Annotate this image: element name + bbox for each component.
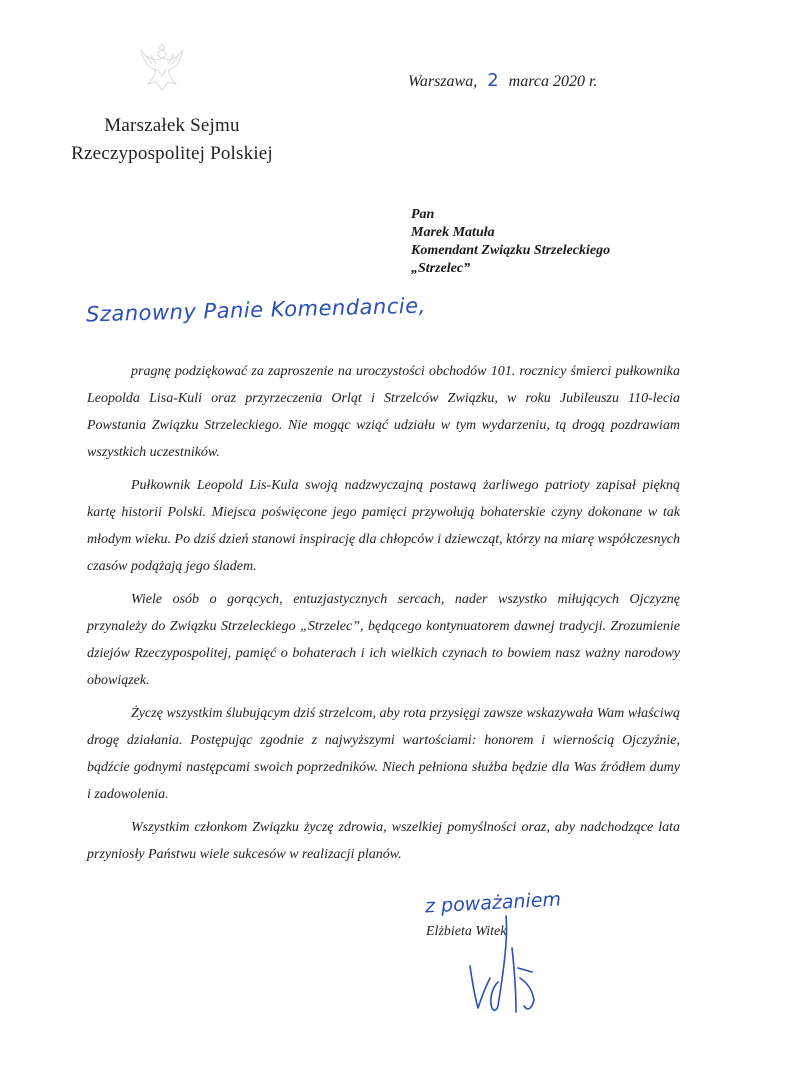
body-paragraph: Życzę wszystkim ślubującym dziś strzelcom, aby rota przysięgi zawsze wskazywała Wam właściwą drogę działania. Postępując zgodnie z najwyższymi wartościami: honorem i wiernością Ojczyźnie, bądźcie godnymi następcami swoich poprzedników. Niech pełniona służba będzie dla Was źródłem dumy i zadowolenia. <box>87 706 680 802</box>
handwritten-closing: z poważaniem <box>424 888 562 918</box>
body-paragraph: Wiele osób o gorących, entuzjastycznych sercach, nader wszystko miłujących Ojczyznę przynależy do Związku Strzeleckiego „Strzelec”, będącego kontynuatorem dawnej tradycji. Zrozumienie dziejów Rzeczypospolitej, pamięć o bohaterach i ich wielkich czynach to bowiem nasz ważny narodowy obowiązek. <box>87 592 680 688</box>
addressee-block <box>411 206 610 278</box>
handwritten-salutation: Szanowny Panie Komendancie, <box>85 293 427 327</box>
body-paragraph: pragnę podziękować za zaproszenie na uroczystości obchodów 101. rocznicy śmierci pułkownika Leopolda Lisa-Kuli oraz przyrzeczenia Orląt i Strzelców Związku, w roku Jubileuszu 110-lecia Powstania Związku Strzeleckiego. Nie mogąc wziąć udziału w tym wydarzeniu, tą drogą pozdrawiam wszystkich uczestników. <box>87 364 680 460</box>
addressee-line: „Strzelec” <box>411 261 471 276</box>
body-paragraph: Wszystkim członkom Związku życzę zdrowia, wszelkiej pomyślności oraz, aby nadchodzące lata przyniosły Państwu wiele sukcesów w realizacji planów. <box>87 820 680 862</box>
letter-body <box>87 358 680 874</box>
signer-name: Elżbieta Witek <box>426 924 507 939</box>
date-day-handwritten: 2 <box>487 70 499 91</box>
office-title-line1: Marszałek Sejmu <box>104 115 240 136</box>
date-rest: marca 2020 r. <box>508 73 598 90</box>
addressee-line: Marek Matuła <box>411 225 495 240</box>
date-place: Warszawa, <box>408 73 478 90</box>
addressee-line: Komendant Związku Strzeleckiego <box>411 243 611 258</box>
office-header <box>62 112 282 168</box>
letter-date <box>408 70 597 91</box>
office-title-line2: Rzeczypospolitej Polskiej <box>71 143 273 164</box>
body-paragraph: Pułkownik Leopold Lis-Kula swoją nadzwyczajną postawą żarliwego patrioty zapisał piękną kartę historii Polski. Miejsca poświęcone jego pamięci przywołują bohaterskie czyny dokonane w tak młodym wieku. Po dziś dzień stanowi inspirację dla chłopców i dziewcząt, którzy na miarę współczesnych czasów podążają jego śladem. <box>87 478 680 574</box>
handwritten-signature <box>458 908 558 1018</box>
polish-eagle-emblem-icon <box>138 40 186 96</box>
addressee-line: Pan <box>411 207 435 222</box>
